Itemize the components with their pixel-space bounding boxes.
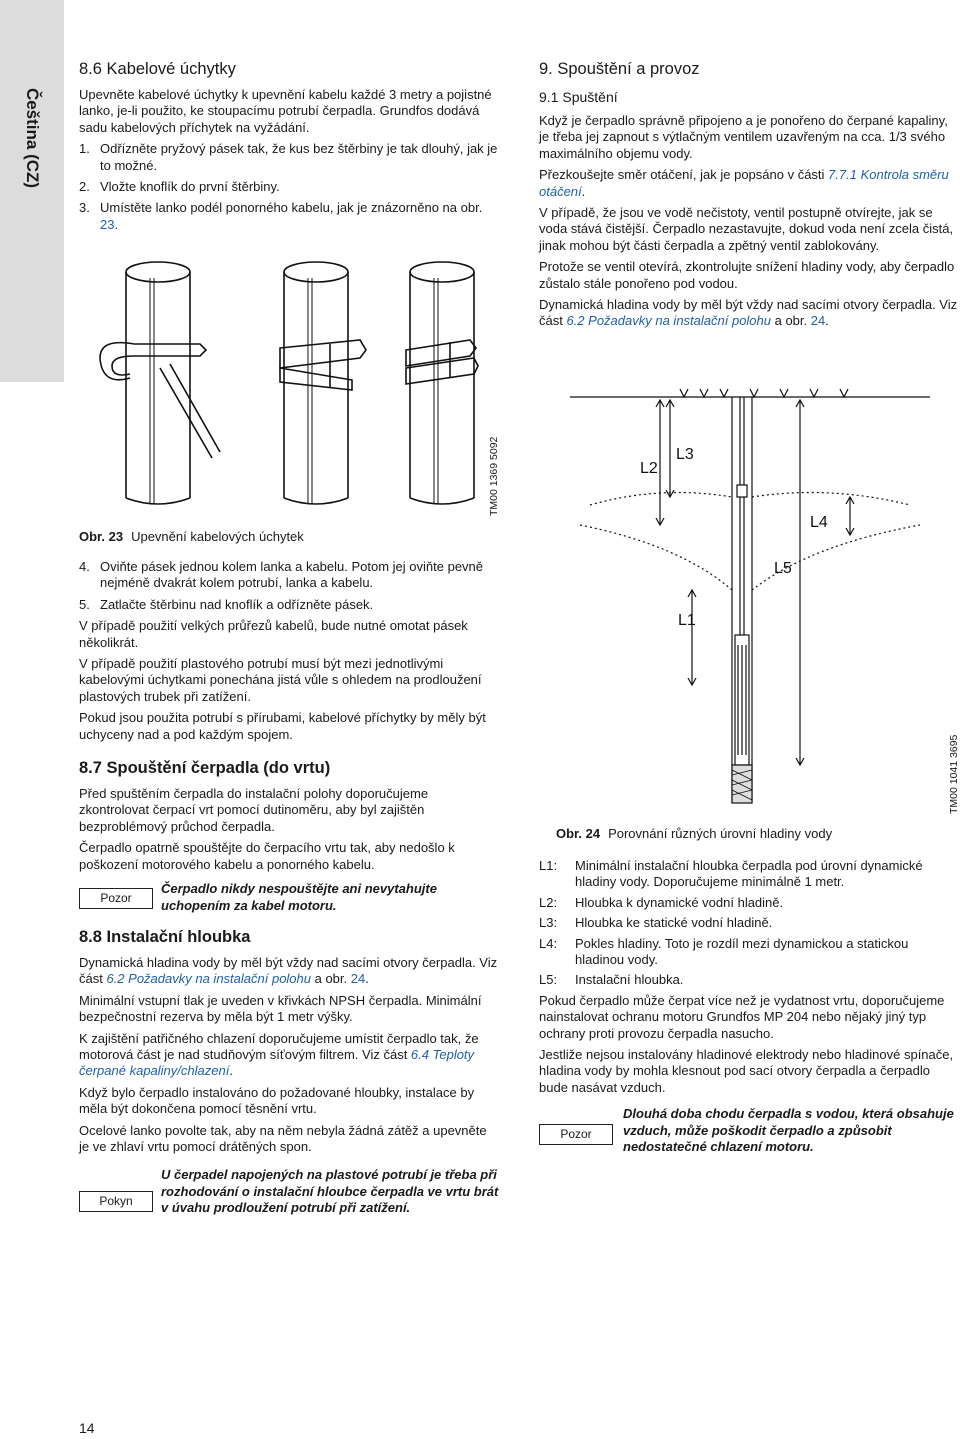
link-7-7-1[interactable]: 7.7.1 Kontrola směru otáčení bbox=[539, 167, 949, 199]
language-label: Čeština (CZ) bbox=[23, 87, 42, 189]
para-mp204: Pokud čerpadlo může čerpat více než je vydatnost vrtu, doporučujeme nainstalovat ochranu motoru Grundfos MP 204 nebo nějaký jiný typ ochrany proti provozu čerpadla nasucho. bbox=[539, 992, 945, 1041]
section-8-8-para-4: Když bylo čerpadlo instalováno do požadované hloubky, instalace by měla být dokončena pomocí těsnění vrtu. bbox=[79, 1084, 475, 1117]
section-9-1-para-2: Přezkoušejte směr otáčení, jak je popsáno v části 7.7.1 Kontrola směru otáčení. bbox=[539, 167, 949, 199]
section-8-6-intro: Upevněte kabelové úchytky k upevnění kabelu každé 3 metry a pojistné lanko, je-li použito, ke stoupacímu potrubí čerpadla. Grundfos dodává sadu kabelových příchytek na vyžádání. bbox=[79, 87, 492, 135]
link-fig-24-right[interactable]: 24 bbox=[810, 313, 826, 329]
link-fig-24[interactable]: 24 bbox=[350, 971, 366, 987]
step-1: 1. Odřízněte pryžový pásek tak, že kus bez štěrbiny je tak dlouhý, jak je to možné. bbox=[79, 141, 498, 173]
section-9-1-para-3: V případě, že jsou ve vodě nečistoty, ventil postupně otvírejte, jak se voda stává čistější. Čerpadlo nezastavujte, dokud voda není zcela čistá, jinak mohou být části čerpadla a zpětný ventil zablokovány. bbox=[539, 205, 954, 253]
section-8-7-para-1: Před spuštěním čerpadla do instalační polohy doporučujeme zkontrolovat čerpací vrt pomocí dutinoměru, aby byl zajištěn bezproblémový průchod čerpadla. bbox=[79, 786, 429, 834]
warning-label-2: Pozor bbox=[539, 1124, 613, 1145]
para-flanged-pipes: Pokud jsou použita potrubí s přírubami, kabelové příchytky by měly být uchyceny nad a pod každým spojem. bbox=[79, 710, 486, 742]
link-6-2-right[interactable]: 6.2 Požadavky na instalační polohu bbox=[566, 313, 771, 329]
step-2: 2. Vložte knoflík do první štěrbiny. bbox=[79, 179, 280, 195]
warning-text-2: Dlouhá doba chodu čerpadla s vodou, která obsahuje vzduch, může poškodit čerpadlo a způsobit nedostatečné chlazení motoru. bbox=[623, 1106, 954, 1155]
label-l5: L5 bbox=[774, 560, 792, 577]
section-9-1-para-5: Dynamická hladina vody by měl být vždy nad sacími otvory čerpadla. Viz část 6.2 Požadavky na instalační polohu a obr. 24. bbox=[539, 297, 958, 329]
warning-pozor-1 bbox=[79, 881, 499, 914]
para-electrodes: Jestliže nejsou instalovány hladinové elektrody nebo hladinové spínače, hladina vody by mohla klesnout pod sací otvory čerpadla a čerpadlo bude nasávat vzduch. bbox=[539, 1047, 954, 1095]
section-8-8-para-3: K zajištění patřičného chlazení doporučujeme umístit čerpadlo tak, že motorová část je nad studňovým síťovým filtrem. Viz část 6.4 Teploty čerpané kapaliny/chlazení. bbox=[79, 1030, 479, 1079]
section-8-8-para-5: Ocelové lanko povolte tak, aby na něm nebyla žádná zátěž a upevněte je ve zhlaví vrtu pomocí drátěných spon. bbox=[79, 1122, 487, 1154]
fig-23-link[interactable]: 23 bbox=[100, 216, 115, 232]
section-8-7-title: 8.7 Spouštění čerpadla (do vrtu) bbox=[79, 759, 331, 778]
label-l2: L2 bbox=[640, 460, 658, 477]
section-8-6-title: 8.6 Kabelové úchytky bbox=[79, 60, 236, 78]
right-column-top bbox=[539, 60, 959, 335]
water-level-diagram bbox=[560, 385, 940, 815]
fig-23-code: TM00 1369 5092 bbox=[488, 436, 500, 516]
legend-l3: L3: Hloubka ke statické vodní hladině. bbox=[539, 915, 773, 931]
fig-23-caption: Obr. 23 Upevnění kabelových úchytek bbox=[79, 529, 304, 544]
section-9-1-title: 9.1 Spuštění bbox=[539, 89, 618, 105]
pipe-1-illustration bbox=[100, 262, 220, 504]
step-5: 5. Zatlačte štěrbinu nad knoflík a odřízněte pásek. bbox=[79, 596, 374, 612]
warning-text: Čerpadlo nikdy nespouštějte ani nevytahujte uchopením za kabel motoru. bbox=[161, 881, 437, 913]
section-9-1-para-4: Protože se ventil otevírá, zkontrolujte snížení hladiny vody, aby čerpadlo zůstalo stále ponořeno pod vodou. bbox=[539, 259, 955, 291]
section-8-8-title: 8.8 Instalační hloubka bbox=[79, 927, 251, 946]
link-6-4[interactable]: 6.4 Teploty čerpané kapaliny/chlazení bbox=[79, 1046, 475, 1079]
para-large-cables: V případě použití velkých průřezů kabelů, bude nutné omotat pásek několikrát. bbox=[79, 618, 468, 650]
note-label: Pokyn bbox=[79, 1191, 153, 1212]
para-plastic-pipe: V případě použití plastového potrubí musí být mezi jednotlivými kabelovými úchytkami ponechána jistá vůle s ohledem na prodloužení plastových trubek při zatížení. bbox=[79, 656, 482, 704]
section-8-8-para-2: Minimální vstupní tlak je uveden v křivkách NPSH čerpadla. Minimální bezpečnostní rezerva by měla být 1 metr výšky. bbox=[79, 992, 482, 1025]
step-3: 3. Umístěte lanko podél ponorného kabelu, jak je znázorněno na obr. 23. bbox=[79, 200, 483, 232]
fig-24-caption: Obr. 24 Porovnání různých úrovní hladiny vody bbox=[556, 826, 833, 841]
pipe-2-illustration bbox=[280, 262, 366, 504]
fig-24-code: TM00 1041 3695 bbox=[948, 734, 960, 814]
cable-clips-illustration bbox=[90, 258, 500, 520]
note-pokyn bbox=[79, 1167, 499, 1216]
section-9-1-para-1: Když je čerpadlo správně připojeno a je ponořeno do čerpané kapaliny, je třeba jej zapnout s výtlačným ventilem uzavřeným na cca. 1/3 svého maximálního objemu vody. bbox=[539, 113, 948, 161]
label-l1: L1 bbox=[678, 612, 696, 629]
label-l3: L3 bbox=[676, 446, 694, 463]
legend-l2: L2: Hloubka k dynamické vodní hladině. bbox=[539, 894, 784, 910]
label-l4: L4 bbox=[810, 514, 828, 531]
language-side-tab bbox=[0, 0, 64, 382]
left-column-top bbox=[79, 60, 499, 238]
warning-label: Pozor bbox=[79, 888, 153, 909]
legend-l1: L1: Minimální instalační hloubka čerpadla pod úrovní dynamické hladiny vody. Doporučujeme minimálně 1 metr. bbox=[539, 858, 923, 890]
page-number: 14 bbox=[79, 1420, 95, 1436]
section-8-7-para-2: Čerpadlo opatrně spouštějte do čerpacího vrtu tak, aby nedošlo k poškození motorového kabelu a ponorného kabelu. bbox=[79, 840, 455, 872]
legend-l4: L4: Pokles hladiny. Toto je rozdíl mezi dynamickou a statickou hladinou vody. bbox=[539, 935, 909, 968]
pipe-3-illustration bbox=[406, 262, 478, 504]
ground-surface-marks bbox=[680, 389, 848, 397]
section-9-title: 9. Spouštění a provoz bbox=[539, 60, 700, 78]
warning-pozor-2 bbox=[539, 1106, 959, 1155]
section-8-8-para-1: Dynamická hladina vody by měl být vždy nad sacími otvory čerpadla. Viz část 6.2 Požadavky na instalační polohu a obr. 24. bbox=[79, 954, 498, 987]
step-4: 4. Oviňte pásek jednou kolem lanka a kabelu. Potom jej oviňte pevně nejméně dvakrát kolem potrubí, lanka a kabelu. bbox=[79, 559, 484, 591]
link-6-2[interactable]: 6.2 Požadavky na instalační polohu bbox=[106, 971, 311, 987]
note-text: U čerpadel napojených na plastové potrubí je třeba při rozhodování o instalační hloubce čerpadla ve vrtu brát v úvahu prodloužení potrubí při zatížení. bbox=[161, 1167, 499, 1216]
legend-l5: L5: Instalační hloubka. bbox=[539, 972, 684, 988]
left-column-bottom bbox=[79, 559, 499, 1217]
right-column-bottom bbox=[539, 858, 959, 1156]
